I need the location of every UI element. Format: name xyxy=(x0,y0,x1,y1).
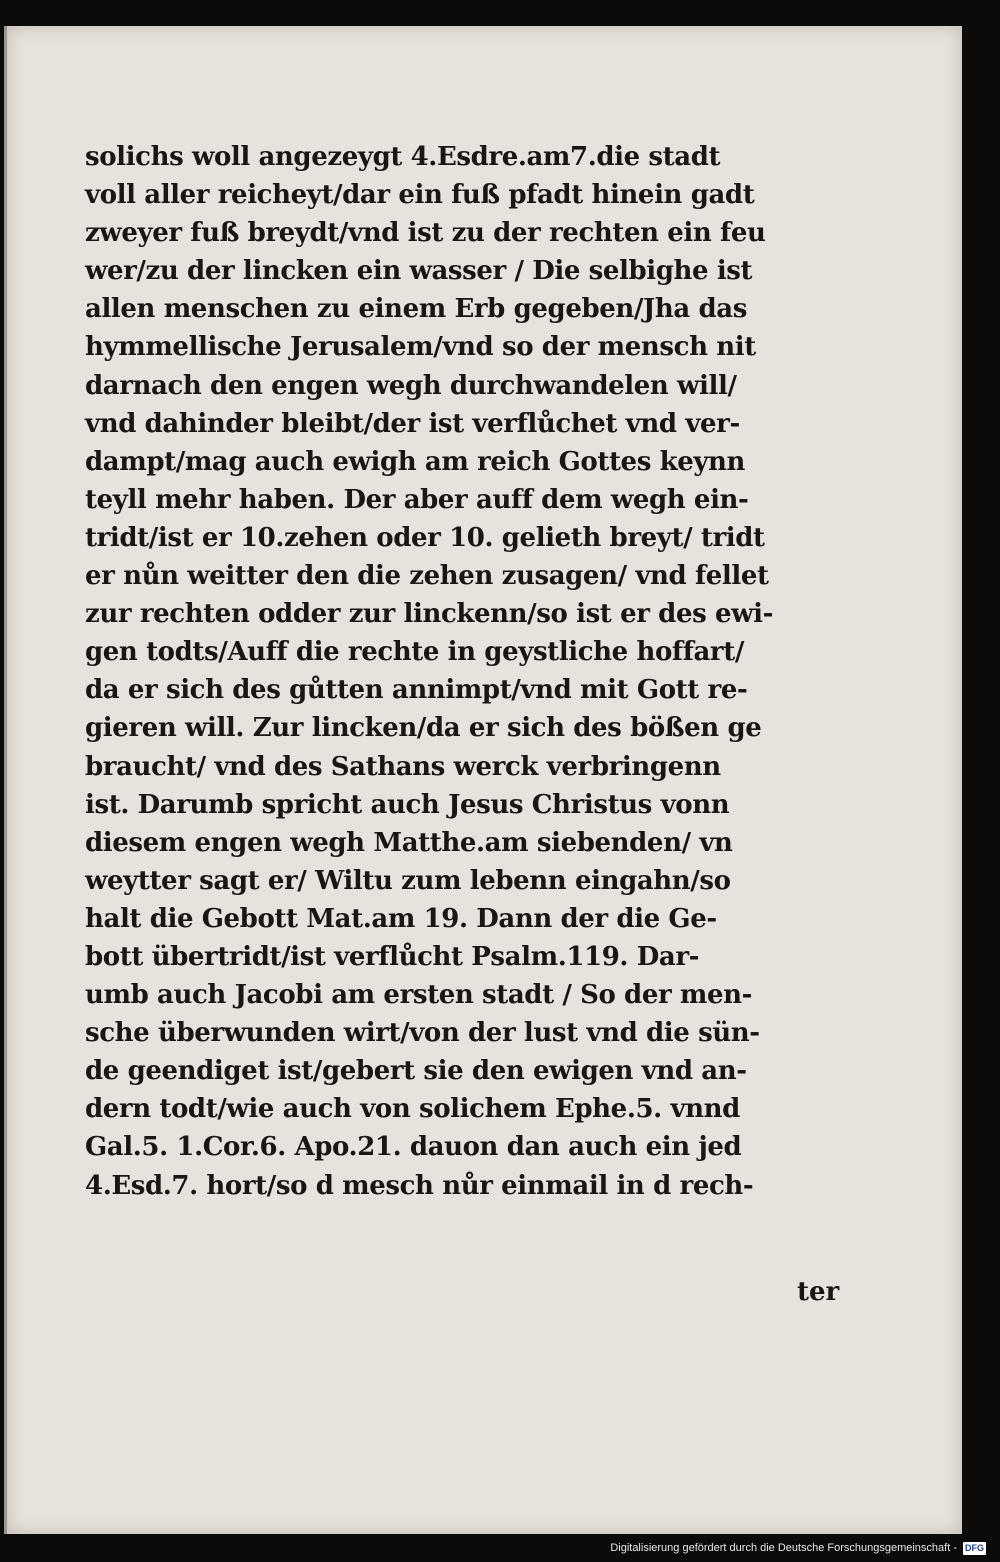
book-page xyxy=(4,26,962,1534)
catchword: ter xyxy=(797,1277,840,1307)
text-line: zur rechten odder zur linckenn/so ist er des ewi- xyxy=(85,599,773,630)
footer-credit xyxy=(610,1538,986,1558)
text-line: sche überwunden wirt/von der lust vnd die sün- xyxy=(85,1018,760,1049)
text-line: gen todts/Auff die rechte in geystliche hoffart/ xyxy=(85,637,744,668)
text-line: tridt/ist er 10.zehen oder 10. gelieth breyt/ tridt xyxy=(85,522,765,553)
footer-text: Digitalisierung gefördert durch die Deutsche Forschungsgemeinschaft - xyxy=(610,1542,957,1554)
dfg-logo: DFG xyxy=(965,1542,984,1553)
text-line: da er sich des gůtten annimpt/vnd mit Gott re- xyxy=(85,675,748,706)
text-line: darnach den engen wegh durchwandelen will/ xyxy=(85,370,737,401)
text-line: gieren will. Zur lincken/da er sich des bößen ge xyxy=(85,713,762,744)
text-line: umb auch Jacobi am ersten stadt / So der men- xyxy=(85,980,753,1011)
text-line: er nůn weitter den die zehen zusagen/ vnd fellet xyxy=(85,561,769,592)
text-line: 4.Esd.7. hort/so d mesch nůr einmail in d rech- xyxy=(85,1170,754,1201)
text-line: allen menschen zu einem Erb gegeben/Jha das xyxy=(85,294,747,325)
text-block xyxy=(85,138,835,1205)
text-line: teyll mehr haben. Der aber auff dem wegh ein- xyxy=(85,484,749,515)
text-line: wer/zu der lincken ein wasser / Die selbighe ist xyxy=(85,256,753,287)
text-line: diesem engen wegh Matthe.am siebenden/ vn xyxy=(85,827,733,858)
text-line: bott übertridt/ist verflůcht Psalm.119. Dar- xyxy=(85,941,700,972)
text-line: de geendiget ist/gebert sie den ewigen vnd an- xyxy=(85,1056,747,1087)
text-line: vnd dahinder bleibt/der ist verflůchet vnd ver- xyxy=(85,408,740,439)
text-line: solichs woll angezeygt 4.Esdre.am7.die stadt xyxy=(85,142,721,172)
text-line: hymmellische Jerusalem/vnd so der mensch nit xyxy=(85,332,756,363)
text-line: zweyer fuß breydt/vnd ist zu der rechten ein feu xyxy=(85,218,766,249)
text-line: halt die Gebott Mat.am 19. Dann der die Ge- xyxy=(85,903,717,934)
text-line: dampt/mag auch ewigh am reich Gottes keynn xyxy=(85,446,746,477)
text-line: Gal.5. 1.Cor.6. Apo.21. dauon dan auch ein jed xyxy=(85,1132,742,1163)
text-line: braucht/ vnd des Sathans werck verbringenn xyxy=(85,751,721,782)
text-line: dern todt/wie auch von solichem Ephe.5. vnnd xyxy=(85,1094,740,1125)
text-line: weytter sagt er/ Wiltu zum lebenn eingahn/so xyxy=(85,865,731,896)
text-line: ist. Darumb spricht auch Jesus Christus vonn xyxy=(85,789,730,820)
text-line: voll aller reicheyt/dar ein fuß pfadt hinein gadt xyxy=(85,180,755,211)
